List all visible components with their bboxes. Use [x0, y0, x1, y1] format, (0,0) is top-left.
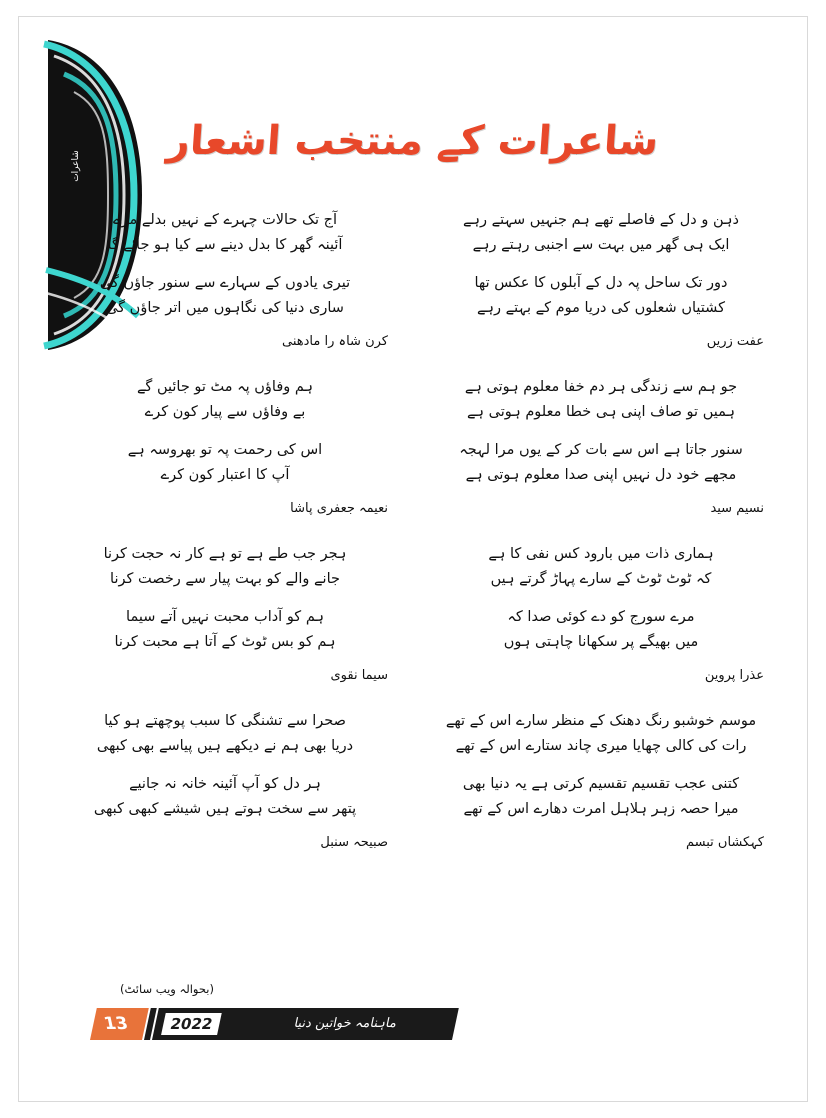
verse-line: آپ کا اعتبار کون کرے: [160, 467, 290, 483]
couplet: [436, 271, 766, 321]
verse-line: دور تک ساحل پہ دل کے آبلوں کا عکس تھا: [474, 275, 728, 291]
footer-bar: [152, 1008, 459, 1040]
verse-line: ہم کو آداب محبت نہیں آتے سیما: [126, 609, 324, 625]
verse-line: جانے والے کو بہت پیار سے رخصت کرنا: [110, 571, 340, 587]
verse-line: میرا حصہ زہر ہلاہل امرت دھارے اس کے تھے: [463, 801, 739, 817]
poet-name: نسیم سید: [710, 501, 764, 516]
poet-name: عذرا پروین: [704, 668, 764, 683]
poet-name: صبیحہ سنبل: [320, 835, 388, 850]
verse-line: ہمیں تو صاف اپنی ہی خطا معلوم ہوتی ہے: [467, 404, 735, 420]
couplet: [436, 208, 766, 258]
couplet: [436, 772, 766, 822]
verse-line: ہم وفاؤں پہ مٹ تو جائیں گے: [136, 379, 314, 395]
poet-name: کہکشاں تبسم: [685, 835, 764, 850]
poem-block: [436, 709, 766, 850]
ribbon-label: شاعرات: [71, 150, 81, 182]
couplet: [60, 772, 390, 822]
verse-line: تیری یادوں کے سہارے سے سنور جاؤں گی: [99, 275, 351, 291]
verse-line: موسم خوشبو رنگ دھنک کے منظر سارے اس کے تھے: [445, 713, 757, 729]
verse-line: مرے سورج کو دے کوئی صدا کہ: [507, 609, 695, 625]
column-left: [60, 208, 390, 978]
page-footer: [90, 1008, 590, 1040]
couplet: [60, 271, 390, 321]
poet-name: کرن شاہ را مادھنی: [282, 334, 388, 349]
couplet: [60, 438, 390, 488]
footer-shape: [90, 1008, 597, 1040]
verse-line: ہجر جب طے ہے تو ہے کار نہ حجت کرنا: [103, 546, 347, 562]
poem-block: [436, 375, 766, 516]
poet-name: عفت زریں: [706, 334, 764, 349]
source-note: (بحوالہ ویب سائٹ): [120, 982, 214, 996]
couplet: [436, 542, 766, 592]
verse-line: ذہن و دل کے فاصلے تھے ہم جنہیں سہتے رہے: [463, 212, 739, 228]
poem-block: [60, 375, 390, 516]
verse-line: رات کی کالی چھایا میری چاند ستارے اس کے تھے: [455, 738, 747, 754]
verse-line: آئینہ گھر کا بدل دینے سے کیا ہو جائے گا: [107, 237, 343, 253]
page-title: شاعرات کے منتخب اشعار: [165, 118, 661, 164]
poem-block: [60, 208, 390, 349]
verse-line: ایک ہی گھر میں بہت سے اجنبی رہتے رہے: [472, 237, 730, 253]
couplet: [60, 542, 390, 592]
verse-line: سنور جاتا ہے اس سے بات کر کے یوں مرا لہجہ: [459, 442, 743, 458]
verse-line: صحرا سے تشنگی کا سبب پوچھتے ہو کیا: [104, 713, 346, 729]
footer-magazine-name: ماہنامہ خواتین دنیا: [292, 1016, 399, 1031]
poet-name: سیما نقوی: [330, 668, 388, 683]
page-title-wrap: [0, 118, 826, 164]
verse-line: ساری دنیا کی نگاہوں میں اتر جاؤں گی: [106, 300, 344, 316]
poet-name: نعیمہ جعفری پاشا: [290, 501, 388, 516]
verse-line: میں بھیگے پر سکھانا چاہتی ہوں: [503, 634, 699, 650]
verse-line: آج تک حالات چہرے کے نہیں بدلے مرے: [112, 212, 338, 228]
verse-line: اس کی رحمت پہ تو بھروسہ ہے: [127, 442, 323, 458]
couplet: [436, 375, 766, 425]
couplet: [60, 709, 390, 759]
couplet: [436, 438, 766, 488]
page-number: 13: [102, 1014, 130, 1034]
verse-line: بے وفاؤں سے پیار کون کرے: [144, 404, 306, 420]
verse-line: ہماری ذات میں بارود کس نفی کا ہے: [488, 546, 714, 562]
verse-line: مجھے خود دل نہیں اپنی صدا معلوم ہوتی ہے: [465, 467, 737, 483]
couplet: [436, 709, 766, 759]
poem-block: [436, 208, 766, 349]
verse-line: جو ہم سے زندگی ہر دم خفا معلوم ہوتی ہے: [464, 379, 738, 395]
couplet: [60, 375, 390, 425]
verse-line: دریا بھی ہم نے دیکھے ہیں پیاسے بھی کبھی: [96, 738, 354, 754]
column-right: [436, 208, 766, 978]
poem-block: [436, 542, 766, 683]
footer-year: 2022: [161, 1013, 222, 1035]
verse-line: کشتیاں شعلوں کی دریا موم کے بہتے رہے: [477, 300, 725, 316]
verse-line: ہر دل کو آپ آئینہ خانہ نہ جانیے: [129, 776, 321, 792]
verse-line: پتھر سے سخت ہوتے ہیں شیشے کبھی کبھی: [93, 801, 357, 817]
verse-line: کتنی عجب تقسیم تقسیم کرتی ہے یہ دنیا بھی: [462, 776, 740, 792]
couplet: [60, 208, 390, 258]
verse-line: ہم کو بس ٹوٹ کے آتا ہے محبت کرنا: [114, 634, 336, 650]
couplet: [436, 605, 766, 655]
poem-block: [60, 709, 390, 850]
verse-line: کہ ٹوٹ ٹوٹ کے سارے پہاڑ گرتے ہیں: [490, 571, 712, 587]
poem-block: [60, 542, 390, 683]
poem-columns: [60, 208, 766, 978]
couplet: [60, 605, 390, 655]
